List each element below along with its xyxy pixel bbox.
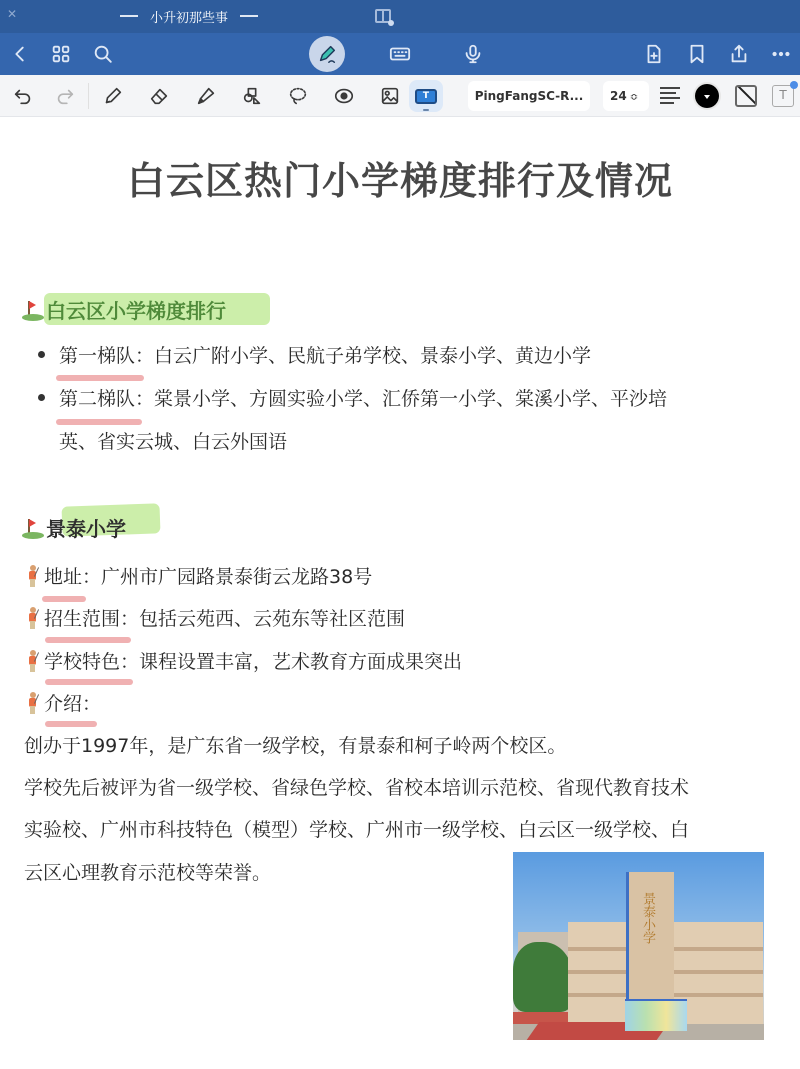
pink-underline	[42, 596, 86, 602]
tier-label: 第二梯队	[59, 388, 136, 410]
image-icon[interactable]	[378, 84, 402, 108]
golf-flag-icon	[22, 517, 44, 539]
lasso-icon[interactable]	[286, 84, 310, 108]
photo-mural	[625, 999, 687, 1031]
close-icon[interactable]: ✕	[7, 7, 18, 21]
tier-label: 第一梯队	[59, 345, 136, 367]
bullet-dot	[38, 394, 45, 401]
list-item-continuation: 英、省实云城、白云外国语	[59, 431, 288, 453]
back-chevron-icon[interactable]	[7, 41, 33, 67]
textbox-style-icon[interactable]: T	[772, 85, 794, 107]
grid-icon[interactable]	[48, 41, 74, 67]
school-building-photo[interactable]	[513, 852, 764, 1040]
section-heading-ranking	[22, 295, 226, 324]
intro-line: 学校先后被评为省一级学校、省绿色学校、省校本培训示范校、省现代教育技术	[24, 777, 690, 799]
text-tool-icon: T	[415, 89, 437, 104]
photo-trees	[513, 942, 573, 1012]
info-intro	[24, 689, 101, 716]
window-title-wrap	[120, 6, 270, 26]
add-page-icon[interactable]	[641, 41, 667, 67]
search-icon[interactable]	[90, 41, 116, 67]
field-label: 学校特色	[44, 651, 121, 673]
redo-icon[interactable]	[53, 84, 77, 108]
font-family-select[interactable]: PingFangSC-R...	[468, 81, 590, 111]
info-enrollment	[24, 604, 405, 631]
separator: ：	[120, 608, 140, 630]
intro-line: 云区心理教育示范校等荣誉。	[24, 862, 272, 884]
title-dash-right	[240, 15, 258, 17]
microphone-icon[interactable]	[460, 41, 486, 67]
section-heading-text: 景泰小学	[46, 517, 126, 541]
text-color-picker[interactable]	[695, 84, 719, 108]
active-indicator	[423, 109, 429, 111]
toolbar-divider	[88, 83, 89, 109]
font-size-value: 24	[610, 89, 627, 103]
sticker-icon[interactable]	[332, 84, 356, 108]
photo-school-sign: 景泰小学	[640, 892, 655, 944]
window-title: 小升初那些事	[150, 10, 229, 26]
separator: ：	[120, 651, 140, 673]
golfer-icon	[24, 607, 42, 629]
highlighter-icon[interactable]	[194, 84, 218, 108]
separator: ：	[135, 345, 155, 367]
section-heading-school	[22, 513, 126, 542]
info-features	[24, 647, 462, 674]
text-tool-button[interactable]	[409, 80, 443, 112]
split-view-icon[interactable]	[375, 9, 391, 23]
field-label: 介绍	[44, 693, 83, 715]
page-title: 白云区热门小学梯度排行及情况	[126, 159, 673, 203]
separator: ：	[82, 693, 102, 715]
pink-underline	[45, 637, 131, 643]
golf-flag-icon	[22, 299, 44, 321]
share-icon[interactable]	[726, 41, 752, 67]
intro-line: 实验校、广州市科技特色（模型）学校、广州市一级学校、白云区一级学校、白	[24, 819, 690, 841]
separator: ：	[135, 388, 155, 410]
pen-tool-icon[interactable]	[101, 84, 125, 108]
app-navbar	[0, 33, 800, 75]
drawing-toolbar	[0, 75, 800, 117]
text-align-icon[interactable]	[660, 87, 680, 105]
font-size-select[interactable]	[603, 81, 649, 111]
bookmark-icon[interactable]	[684, 41, 710, 67]
field-value: 课程设置丰富，艺术教育方面成果突出	[139, 651, 463, 673]
section-heading-text: 白云区小学梯度排行	[46, 299, 226, 323]
tier-schools: 棠景小学、方圆实验小学、汇侨第一小学、棠溪小学、平沙培	[154, 388, 668, 410]
field-label: 招生范围	[44, 608, 121, 630]
golfer-icon	[24, 692, 42, 714]
tier-schools: 白云广附小学、民航子弟学校、景泰小学、黄边小学	[154, 345, 592, 367]
pen-annotate-icon[interactable]	[309, 36, 345, 72]
title-dash-left	[120, 15, 138, 17]
info-address	[24, 562, 372, 589]
more-icon[interactable]	[768, 41, 794, 67]
no-fill-icon[interactable]	[735, 85, 757, 107]
keyboard-icon[interactable]	[387, 41, 413, 67]
window-titlebar	[0, 0, 800, 33]
field-label: 地址	[44, 566, 83, 588]
shapes-icon[interactable]	[240, 84, 264, 108]
field-value: 包括云苑西、云苑东等社区范围	[139, 608, 406, 630]
golfer-icon	[24, 565, 42, 587]
document-canvas[interactable]	[0, 117, 800, 1069]
stepper-chevron-icon: ≎	[629, 92, 639, 103]
bullet-dot	[38, 351, 45, 358]
undo-icon[interactable]	[11, 84, 35, 108]
golfer-icon	[24, 650, 42, 672]
eraser-icon[interactable]	[147, 84, 171, 108]
intro-line: 创办于1997年，是广东省一级学校，有景泰和柯子岭两个校区。	[24, 735, 567, 757]
separator: ：	[82, 566, 102, 588]
field-value: 广州市广园路景泰街云龙路38号	[101, 566, 373, 588]
list-item	[38, 335, 591, 378]
list-item	[38, 378, 667, 421]
pink-underline	[45, 679, 133, 685]
